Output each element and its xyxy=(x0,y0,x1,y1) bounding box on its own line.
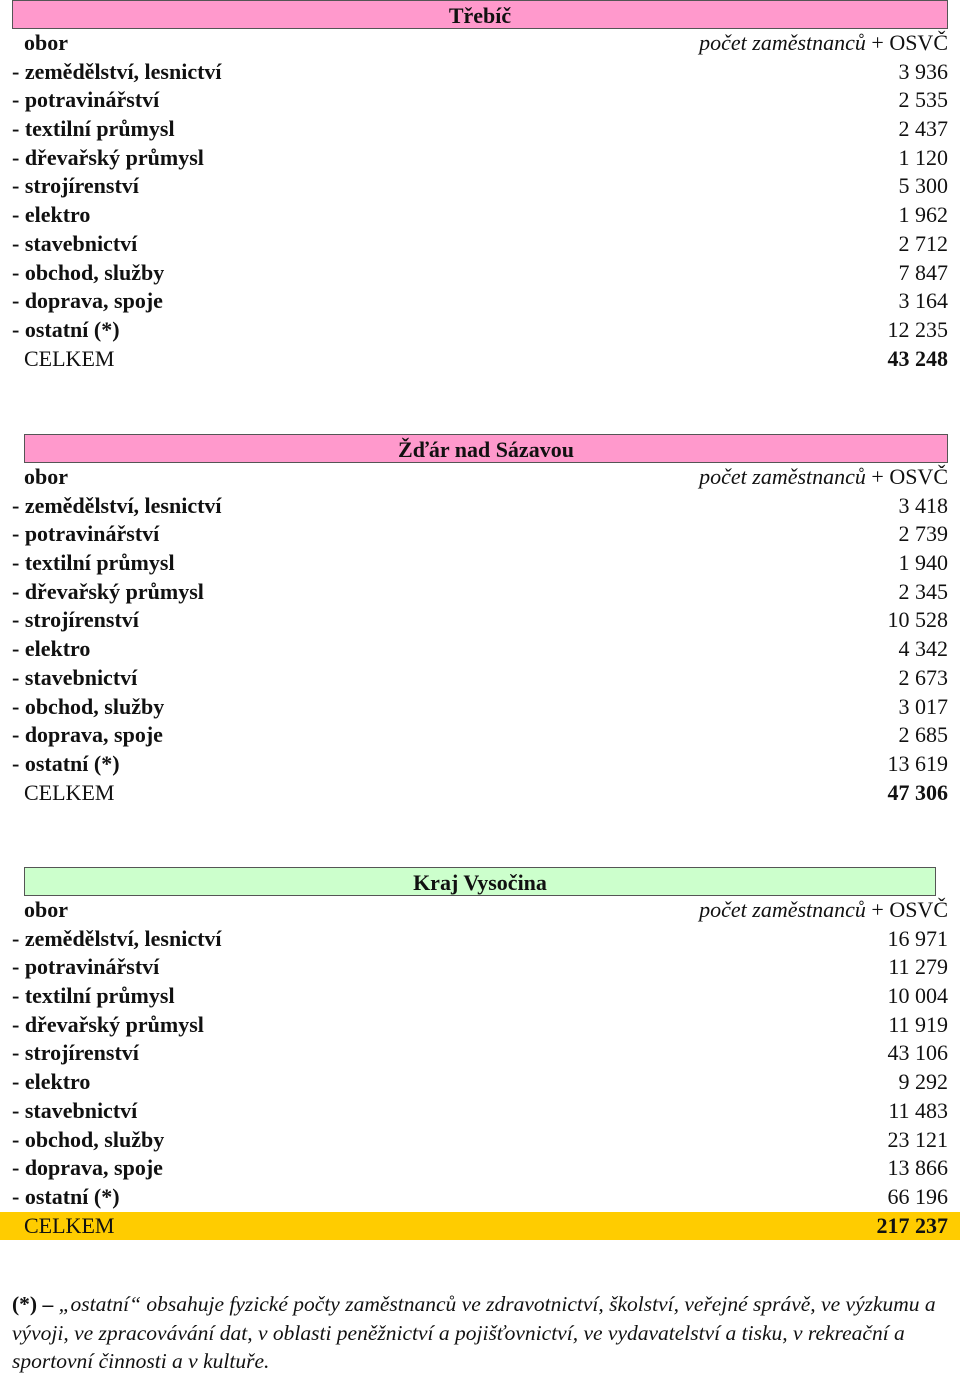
footnote xyxy=(12,1290,952,1376)
total-value: 43 248 xyxy=(887,345,948,371)
row-value: 1 940 xyxy=(898,550,948,576)
row-value: 2 712 xyxy=(898,230,948,256)
row-label: - stavebnictví xyxy=(12,664,138,690)
row-label: - zemědělství, lesnictví xyxy=(12,492,222,518)
table-row xyxy=(0,549,960,578)
table-row xyxy=(0,1183,960,1212)
row-value: 7 847 xyxy=(898,259,948,285)
row-label: - elektro xyxy=(12,202,91,228)
row-label: - obchod, služby xyxy=(12,693,165,719)
row-value: 23 121 xyxy=(887,1126,948,1152)
row-value: 5 300 xyxy=(898,173,948,199)
table-row xyxy=(0,259,960,288)
total-row xyxy=(0,345,960,374)
row-label: - stavebnictví xyxy=(12,230,138,256)
row-label: - potravinářství xyxy=(12,87,160,113)
row-label: - strojírenství xyxy=(12,607,139,633)
row-label: - dřevařský průmysl xyxy=(12,578,204,604)
row-value: 11 279 xyxy=(888,954,948,980)
row-label: - textilní průmysl xyxy=(12,550,175,576)
row-label: - obchod, služby xyxy=(12,1126,165,1152)
row-value: 2 437 xyxy=(898,116,948,142)
row-value: 10 004 xyxy=(887,983,948,1009)
table-row xyxy=(0,58,960,87)
row-label: - elektro xyxy=(12,636,91,662)
table-row xyxy=(0,578,960,607)
footnote-mark: (*) – xyxy=(12,1292,54,1316)
table-row xyxy=(0,664,960,693)
section-title: Kraj Vysočina xyxy=(24,867,936,896)
row-label: - doprava, spoje xyxy=(12,288,163,314)
total-row xyxy=(0,779,960,808)
row-label: - ostatní (*) xyxy=(12,750,120,776)
row-value: 3 418 xyxy=(898,492,948,518)
row-value: 4 342 xyxy=(898,636,948,662)
table-row xyxy=(0,982,960,1011)
table-row xyxy=(0,230,960,259)
total-value: 47 306 xyxy=(887,779,948,805)
footnote-text: „ostatní“ obsahuje fyzické počty zaměstnanců ve zdravotnictví, školství, veřejné správě, ve výzkumu a vývoji, ve zpracovávání dat, v oblasti peněžnictví a pojišťovnictví, ve vydavatelství a tisku, v rekreační a sportovní činnosti a v kultuře. xyxy=(12,1292,936,1373)
row-label: - stavebnictví xyxy=(12,1097,138,1123)
table-row xyxy=(0,172,960,201)
total-value: 217 237 xyxy=(876,1212,948,1238)
total-row xyxy=(0,1212,960,1241)
table-row xyxy=(0,635,960,664)
column-label-value: počet zaměstnanců + OSVČ xyxy=(699,464,948,489)
section-kraj-vysocina xyxy=(0,867,960,1240)
table-row xyxy=(0,606,960,635)
table-row xyxy=(0,1154,960,1183)
row-value: 9 292 xyxy=(898,1069,948,1095)
row-label: - dřevařský průmysl xyxy=(12,144,204,170)
section-title: Žďár nad Sázavou xyxy=(24,434,948,463)
table-row xyxy=(0,287,960,316)
row-label: - textilní průmysl xyxy=(12,983,175,1009)
row-label: - ostatní (*) xyxy=(12,1183,120,1209)
row-label: - textilní průmysl xyxy=(12,116,175,142)
table-row xyxy=(0,492,960,521)
column-header-row xyxy=(0,896,960,925)
row-value: 13 619 xyxy=(887,750,948,776)
total-label: CELKEM xyxy=(24,1212,115,1238)
row-value: 11 919 xyxy=(888,1011,948,1037)
table-row xyxy=(0,86,960,115)
row-value: 2 739 xyxy=(898,521,948,547)
table-row xyxy=(0,1097,960,1126)
row-value: 3 936 xyxy=(898,58,948,84)
total-label: CELKEM xyxy=(24,345,115,371)
table-row xyxy=(0,115,960,144)
section-title: Třebíč xyxy=(12,0,948,29)
table-row xyxy=(0,1039,960,1068)
row-value: 2 673 xyxy=(898,664,948,690)
row-value: 3 164 xyxy=(898,288,948,314)
row-label: - elektro xyxy=(12,1069,91,1095)
row-label: - zemědělství, lesnictví xyxy=(12,925,222,951)
row-label: - obchod, služby xyxy=(12,259,165,285)
table-row xyxy=(0,201,960,230)
row-label: - potravinářství xyxy=(12,521,160,547)
section-zdar-nad-sazavou xyxy=(0,434,960,807)
column-header-row xyxy=(0,463,960,492)
table-row xyxy=(0,721,960,750)
row-value: 11 483 xyxy=(888,1097,948,1123)
row-value: 13 866 xyxy=(887,1155,948,1181)
row-label: - dřevařský průmysl xyxy=(12,1011,204,1037)
row-label: - zemědělství, lesnictví xyxy=(12,58,222,84)
row-label: - doprava, spoje xyxy=(12,722,163,748)
column-label-obor: obor xyxy=(24,897,68,922)
row-label: - strojírenství xyxy=(12,173,139,199)
table-row xyxy=(0,925,960,954)
row-label: - strojírenství xyxy=(12,1040,139,1066)
table-row xyxy=(0,1011,960,1040)
row-value: 16 971 xyxy=(887,925,948,951)
table-row xyxy=(0,953,960,982)
row-value: 10 528 xyxy=(887,607,948,633)
row-label: - ostatní (*) xyxy=(12,316,120,342)
table-row xyxy=(0,520,960,549)
row-value: 43 106 xyxy=(887,1040,948,1066)
column-label-value: počet zaměstnanců + OSVČ xyxy=(699,897,948,922)
table-row xyxy=(0,1126,960,1155)
column-label-obor: obor xyxy=(24,30,68,55)
table-row xyxy=(0,750,960,779)
row-label: - potravinářství xyxy=(12,954,160,980)
row-value: 12 235 xyxy=(887,316,948,342)
column-label-value: počet zaměstnanců + OSVČ xyxy=(699,30,948,55)
table-row xyxy=(0,693,960,722)
row-value: 2 345 xyxy=(898,578,948,604)
total-label: CELKEM xyxy=(24,779,115,805)
row-value: 2 535 xyxy=(898,87,948,113)
column-header-row xyxy=(0,29,960,58)
table-row xyxy=(0,316,960,345)
table-row xyxy=(0,1068,960,1097)
table-row xyxy=(0,144,960,173)
section-trebic xyxy=(0,0,960,373)
row-label: - doprava, spoje xyxy=(12,1155,163,1181)
row-value: 3 017 xyxy=(898,693,948,719)
row-value: 66 196 xyxy=(887,1183,948,1209)
row-value: 1 120 xyxy=(898,144,948,170)
row-value: 1 962 xyxy=(898,202,948,228)
row-value: 2 685 xyxy=(898,722,948,748)
column-label-obor: obor xyxy=(24,464,68,489)
